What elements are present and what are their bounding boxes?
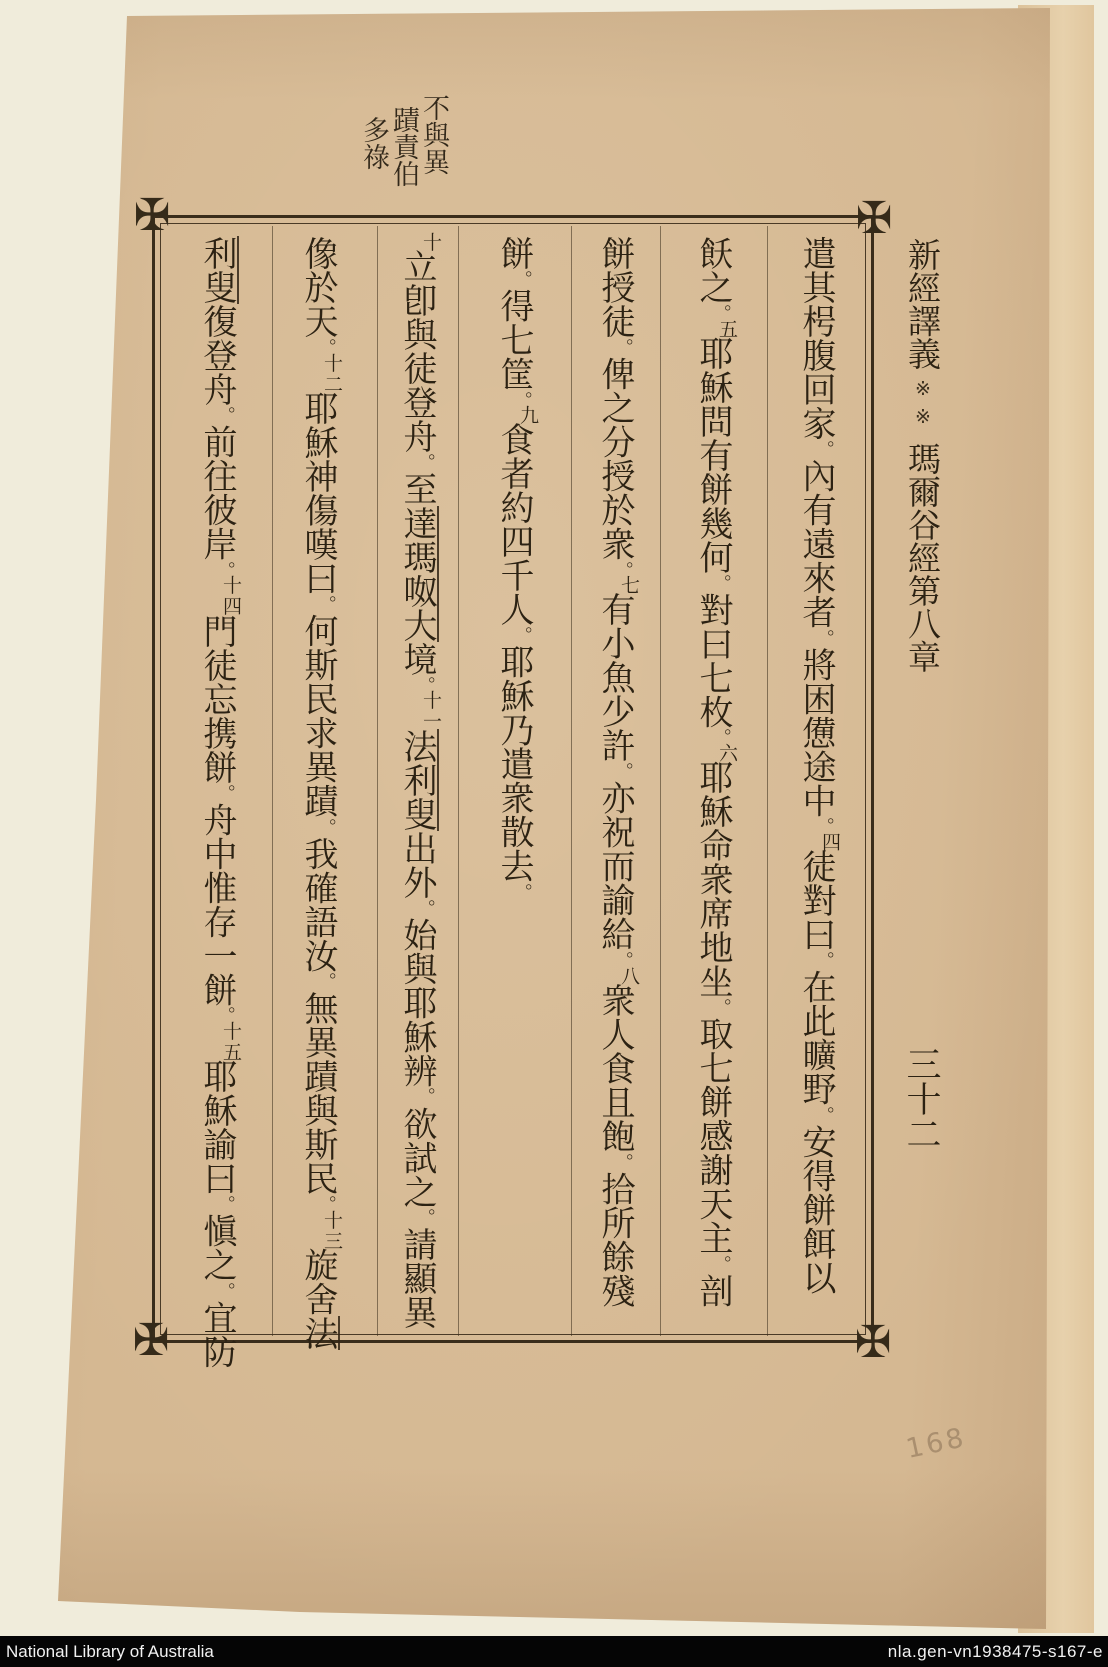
text-column-5 bbox=[382, 232, 452, 1329]
pencil-page-annotation: 168 bbox=[903, 1422, 970, 1465]
text-run: 飫之。 bbox=[693, 236, 733, 323]
proper-noun-marked-text: 法 bbox=[298, 1315, 338, 1350]
column-rule bbox=[767, 226, 768, 1336]
verse-number-marker: 十 bbox=[420, 232, 442, 254]
text-run: 耶穌諭曰。愼之。宜防 bbox=[197, 1059, 237, 1369]
margin-running-note bbox=[348, 94, 448, 234]
verse-number-marker: 九 bbox=[517, 405, 539, 427]
text-column-6 bbox=[283, 236, 353, 1350]
margin-note-line: 不與異 bbox=[418, 94, 449, 175]
proper-noun-marked-text: 達瑪呶大 bbox=[397, 505, 437, 642]
text-run: 耶穌神傷嘆曰。何斯民求異蹟。我確語汝。無異蹟與斯民。 bbox=[298, 390, 338, 1214]
text-run: 有小魚少許。亦祝而諭給。 bbox=[595, 592, 635, 970]
text-column-4 bbox=[479, 236, 549, 902]
library-name: National Library of Australia bbox=[6, 1641, 214, 1661]
text-run: 門徒忘携餅。舟中惟存一餅。 bbox=[197, 613, 237, 1025]
proper-noun-marked-text: 法利叟 bbox=[397, 728, 437, 831]
column-rule bbox=[571, 226, 572, 1336]
text-run: 像於天。 bbox=[298, 236, 338, 357]
column-rule bbox=[660, 226, 661, 1336]
scan-identifier: nla.gen-vn1938475-s167-e bbox=[887, 1641, 1103, 1661]
verse-number-marker: 八 bbox=[618, 965, 640, 987]
work-title: 新經譯義 bbox=[903, 238, 942, 370]
text-column-7 bbox=[182, 236, 252, 1368]
verse-number-marker: 十三 bbox=[321, 1209, 343, 1252]
page-number: 三十二 bbox=[901, 1046, 941, 1151]
verse-number-marker: 十一 bbox=[420, 690, 442, 733]
text-run: 立卽與徒登舟。至 bbox=[397, 249, 437, 506]
text-run: 餅授徒。俾之分授於衆。 bbox=[595, 236, 635, 580]
text-column-2 bbox=[678, 236, 748, 1308]
verse-number-marker: 六 bbox=[716, 743, 738, 765]
verse-number-marker: 七 bbox=[618, 575, 640, 597]
book-chapter-title bbox=[886, 238, 956, 673]
text-run: 餅。得七筐。 bbox=[494, 236, 534, 410]
column-rule bbox=[377, 226, 378, 1336]
text-run: 境。 bbox=[397, 641, 437, 695]
text-run: 耶穌命衆席地坐。取七餅感謝天主。剖 bbox=[693, 760, 733, 1308]
verse-number-marker: 十二 bbox=[321, 352, 343, 395]
chapter-title: 瑪爾谷經第八章 bbox=[903, 442, 942, 673]
verse-number-marker: 十五 bbox=[220, 1020, 242, 1063]
library-footer-bar bbox=[0, 1636, 1108, 1667]
text-run: 復登舟。前往彼岸。 bbox=[197, 304, 237, 580]
corner-cross-icon: ✠ bbox=[855, 193, 893, 244]
column-rule bbox=[272, 226, 273, 1336]
text-run: 徒對曰。在此曠野。安得餅餌以 bbox=[796, 849, 836, 1295]
margin-note-line: 蹟責伯 bbox=[388, 106, 419, 187]
text-run: 旋舍 bbox=[298, 1247, 338, 1316]
corner-cross-icon: ✠ bbox=[854, 1317, 892, 1368]
column-rule bbox=[458, 226, 459, 1336]
text-run: 遣其枵腹回家。內有遠來者。將困憊途中。 bbox=[796, 236, 836, 837]
verse-number-marker: 五 bbox=[716, 318, 738, 340]
text-column-3 bbox=[580, 236, 650, 1308]
text-run: 耶穌問有餅幾何。對曰七枚。 bbox=[693, 335, 733, 748]
margin-note-line: 多祿 bbox=[358, 116, 389, 170]
corner-cross-icon: ✠ bbox=[132, 1315, 170, 1366]
proper-noun-marked-text: 利叟 bbox=[197, 236, 237, 304]
text-run: 衆人食且飽。拾所餘殘 bbox=[595, 982, 635, 1308]
verse-number-marker: 十四 bbox=[220, 575, 242, 618]
verse-number-marker: 四 bbox=[819, 832, 841, 854]
text-run: 出外。始與耶穌辨。欲試之。請顯異 bbox=[397, 830, 437, 1329]
corner-cross-icon: ✠ bbox=[133, 190, 171, 241]
text-run: 食者約四千人。耶穌乃遣衆散去。 bbox=[494, 422, 534, 902]
section-separator-mark: ※※ bbox=[912, 378, 934, 434]
text-column-1 bbox=[781, 236, 851, 1295]
